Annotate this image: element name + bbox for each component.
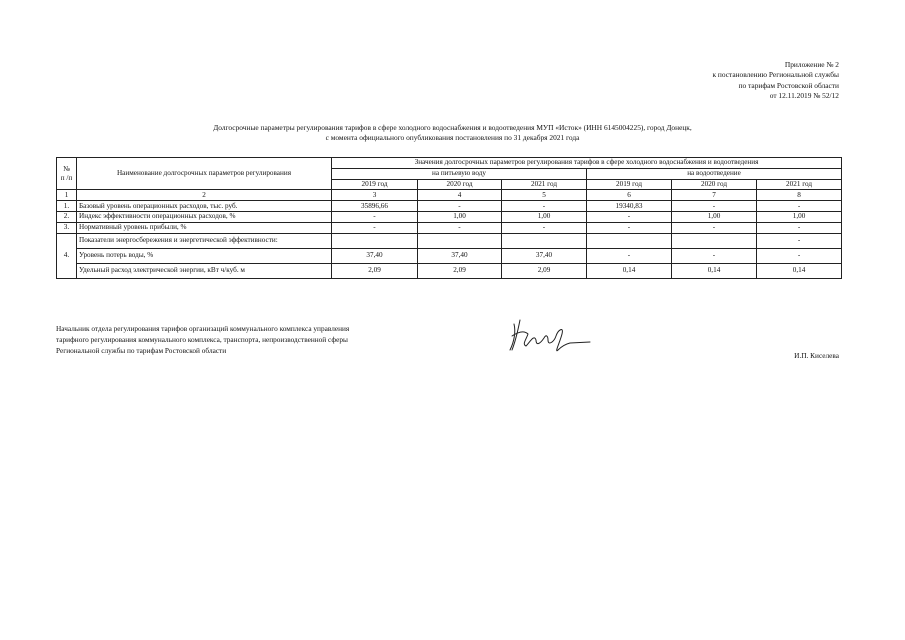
row-value xyxy=(502,233,587,248)
index-cell: 4 xyxy=(418,190,502,201)
row-value: 1,00 xyxy=(757,211,842,222)
table-header-row xyxy=(57,158,842,169)
row-name: Показатели энергосбережения и энергетической эффективности: xyxy=(77,233,332,248)
title-line: Долгосрочные параметры регулирования тарифов в сфере холодного водоснабжения и водоотведения МУП «Исток» (ИНН 6145004225), город Донецк, xyxy=(213,123,692,132)
row-value: - xyxy=(672,248,757,263)
appendix-line: к постановлению Региональной службы xyxy=(712,70,839,80)
row-num: 4. xyxy=(57,233,77,278)
row-value xyxy=(418,233,502,248)
row-num: 3. xyxy=(57,222,77,233)
header-water: на питьевую воду xyxy=(332,168,587,179)
index-cell: 2 xyxy=(77,190,332,201)
parameters-table xyxy=(56,157,842,279)
row-value: 37,40 xyxy=(502,248,587,263)
appendix-line: Приложение № 2 xyxy=(784,60,839,69)
row-value: - xyxy=(587,248,672,263)
row-value: 1,00 xyxy=(672,211,757,222)
row-name: Уровень потерь воды, % xyxy=(77,248,332,263)
row-value: 19340,83 xyxy=(587,201,672,212)
header-num: № п /п xyxy=(57,158,77,190)
row-name: Индекс эффективности операционных расходов, % xyxy=(77,211,332,222)
appendix-header xyxy=(539,60,839,101)
table-row xyxy=(57,248,842,263)
row-value: - xyxy=(757,201,842,212)
appendix-line: от 12.11.2019 № 52/12 xyxy=(769,90,839,100)
row-value: - xyxy=(502,222,587,233)
row-value: 0,14 xyxy=(587,263,672,278)
index-cell: 7 xyxy=(672,190,757,201)
header-values-group: Значения долгосрочных параметров регулирования тарифов в сфере холодного водоснабжения и водоотведения xyxy=(332,158,842,169)
row-value: 0,14 xyxy=(757,263,842,278)
row-value: - xyxy=(587,211,672,222)
row-value: 37,40 xyxy=(418,248,502,263)
row-value: 1,00 xyxy=(418,211,502,222)
row-value: 2,09 xyxy=(418,263,502,278)
row-value: - xyxy=(332,222,418,233)
row-value: - xyxy=(757,248,842,263)
table-row xyxy=(57,211,842,222)
position-line: Начальник отдела регулирования тарифов организаций коммунального комплекса управления xyxy=(56,324,350,333)
row-name: Удельный расход электрической энергии, кВт ч/куб. м xyxy=(77,263,332,278)
table-row xyxy=(57,233,842,248)
row-value: - xyxy=(757,233,842,248)
row-name: Нормативный уровень прибыли, % xyxy=(77,222,332,233)
table-row xyxy=(57,263,842,278)
row-value: - xyxy=(418,222,502,233)
table-row xyxy=(57,222,842,233)
row-value: - xyxy=(757,222,842,233)
row-num: 2. xyxy=(57,211,77,222)
index-cell: 3 xyxy=(332,190,418,201)
table-index-row xyxy=(57,190,842,201)
table-row xyxy=(57,201,842,212)
row-value: 0,14 xyxy=(672,263,757,278)
document-title xyxy=(0,123,905,144)
row-value: 1,00 xyxy=(502,211,587,222)
row-value: 2,09 xyxy=(332,263,418,278)
index-cell: 8 xyxy=(757,190,842,201)
row-value: - xyxy=(502,201,587,212)
row-value: 35896,66 xyxy=(332,201,418,212)
header-drain: на водоотведение xyxy=(587,168,842,179)
row-value: - xyxy=(587,222,672,233)
row-value: 37,40 xyxy=(332,248,418,263)
row-value xyxy=(332,233,418,248)
signatory-name: И.П. Киселева xyxy=(794,351,839,360)
index-cell: 5 xyxy=(502,190,587,201)
row-value: - xyxy=(672,201,757,212)
signatory-position xyxy=(56,323,416,356)
position-line: тарифного регулирования коммунального комплекса, транспорта, непроизводственной сферы xyxy=(56,335,348,344)
title-line: с момента официального опубликования постановления по 31 декабря 2021 года xyxy=(325,133,580,143)
handwritten-signature xyxy=(504,312,594,356)
header-year: 2021 год xyxy=(757,179,842,190)
row-value: - xyxy=(332,211,418,222)
position-line: Региональной службы по тарифам Ростовской области xyxy=(56,346,227,355)
header-year: 2019 год xyxy=(587,179,672,190)
header-name: Наименование долгосрочных параметров регулирования xyxy=(77,158,332,190)
index-cell: 6 xyxy=(587,190,672,201)
row-num: 1. xyxy=(57,201,77,212)
row-value: - xyxy=(418,201,502,212)
header-year: 2019 год xyxy=(332,179,418,190)
appendix-line: по тарифам Ростовской области xyxy=(738,80,839,90)
header-year: 2021 год xyxy=(502,179,587,190)
row-name: Базовый уровень операционных расходов, тыс. руб. xyxy=(77,201,332,212)
row-value: - xyxy=(672,222,757,233)
index-cell: 1 xyxy=(57,190,77,201)
row-value xyxy=(672,233,757,248)
header-year: 2020 год xyxy=(672,179,757,190)
row-value: 2,09 xyxy=(502,263,587,278)
row-value xyxy=(587,233,672,248)
header-year: 2020 год xyxy=(418,179,502,190)
